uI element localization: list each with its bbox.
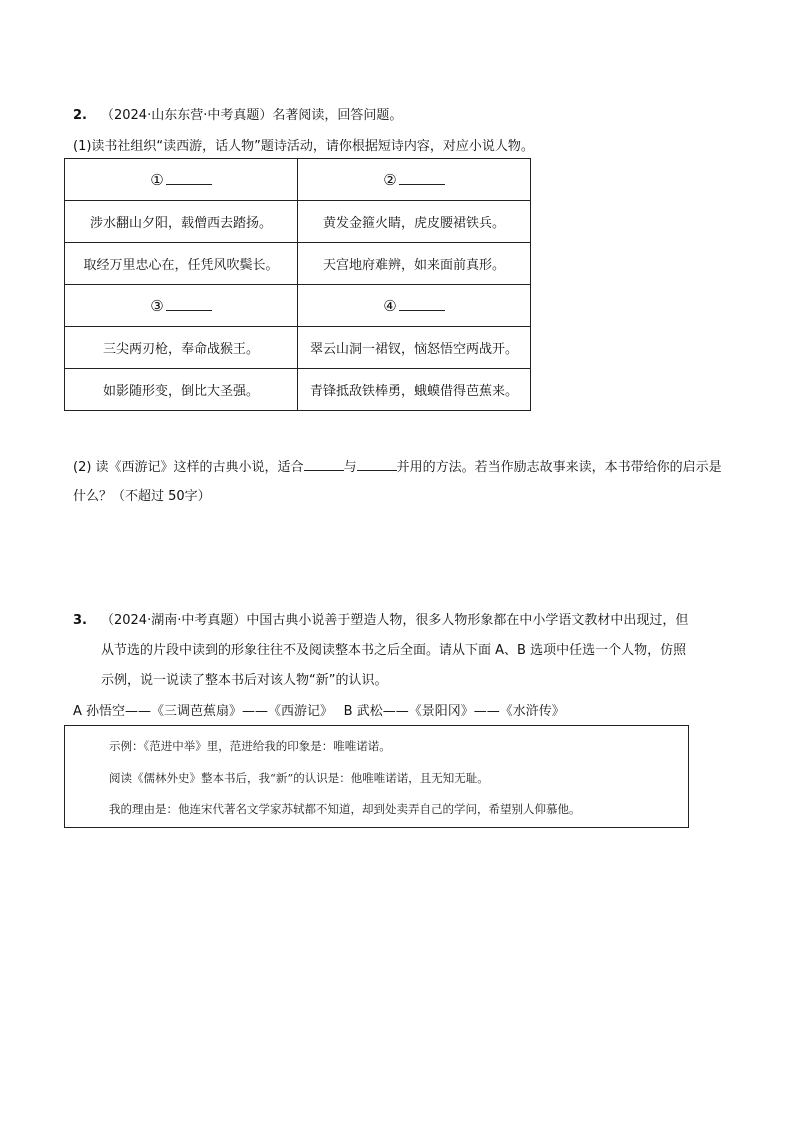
question-3-line-1 [73, 606, 725, 636]
answer-blank[interactable] [166, 296, 212, 311]
answer-options: A 孙悟空——《三调芭蕉扇》——《西游记》 B 武松——《景阳冈》——《水浒传》 [73, 704, 565, 719]
question-2-heading [73, 104, 402, 123]
answer-blank[interactable] [399, 296, 445, 311]
table-row [65, 285, 531, 327]
example-box [64, 725, 689, 828]
table-cell [65, 159, 298, 201]
question-number: 3. [73, 613, 87, 628]
table-cell: 青锋抵敌铁棒勇，蛾蟆借得芭蕉来。 [298, 369, 531, 411]
question-3-line-3: 示例，说一说读了整本书后对该人物“新”的认识。 [101, 673, 388, 688]
table-cell: 如影随形变，倒比大圣强。 [65, 369, 298, 411]
answer-label: ① [150, 171, 164, 189]
poem-table [64, 158, 531, 411]
example-line-3: 我的理由是：他连宋代著名文学家苏轼都不知道，却到处卖弄自己的学问，希望别人仰慕他。 [109, 802, 581, 816]
question-number: 2. [73, 108, 87, 123]
table-row [65, 369, 531, 411]
table-row [65, 159, 531, 201]
answer-blank[interactable] [399, 170, 445, 185]
answer-label: ② [383, 171, 397, 189]
table-cell [298, 159, 531, 201]
question-text: （2024·湖南·中考真题）中国古典小说善于塑造人物，很多人物形象都在中小学语文教材中出现过，但 [100, 613, 689, 628]
sub-question-2-text-b: 与 [343, 460, 357, 475]
sub-question-2-text-a: (2) 读《西游记》这样的古典小说，适合 [73, 460, 304, 475]
table-cell: 取经万里忠心在，任凭风吹鬓长。 [65, 243, 298, 285]
question-title: （2024·山东东营·中考真题）名著阅读，回答问题。 [100, 108, 403, 123]
sub-question-2 [73, 453, 733, 511]
table-cell: 三尖两刃枪，奉命战猴王。 [65, 327, 298, 369]
answer-blank[interactable] [357, 456, 397, 471]
sub-question-2-text-c: 并用的方法。若当作励志故事来读，本书带给你的启示是什么？（不超过 50字） [73, 460, 722, 504]
table-row [65, 243, 531, 285]
table-cell: 涉水翻山夕阳，载僧西去踏扬。 [65, 201, 298, 243]
table-cell [298, 285, 531, 327]
table-row [65, 201, 531, 243]
question-3 [73, 606, 725, 696]
answer-blank[interactable] [304, 456, 344, 471]
table-cell [65, 285, 298, 327]
answer-label: ③ [150, 297, 164, 315]
table-cell: 天宫地府难辨，如来面前真形。 [298, 243, 531, 285]
table-row [65, 327, 531, 369]
question-3-line-2: 从节选的片段中读到的形象往往不及阅读整本书之后全面。请从下面 A、B 选项中任选一个人物，仿照 [101, 643, 687, 658]
answer-label: ④ [383, 297, 397, 315]
example-line-1: 示例：《范进中举》里，范进给我的印象是：唯唯诺诺。 [109, 739, 391, 753]
table-cell: 黄发金箍火睛，虎皮腰裙铁兵。 [298, 201, 531, 243]
answer-blank[interactable] [166, 170, 212, 185]
table-cell: 翠云山洞一裙钗，恼怒悟空两战开。 [298, 327, 531, 369]
example-line-2: 阅读《儒林外史》整本书后，我“新”的认识是：他唯唯诺诺，且无知无耻。 [109, 771, 489, 785]
sub-question-1: (1)读书社组织“读西游，话人物”题诗活动，请你根据短诗内容，对应小说人物。 [73, 139, 534, 154]
